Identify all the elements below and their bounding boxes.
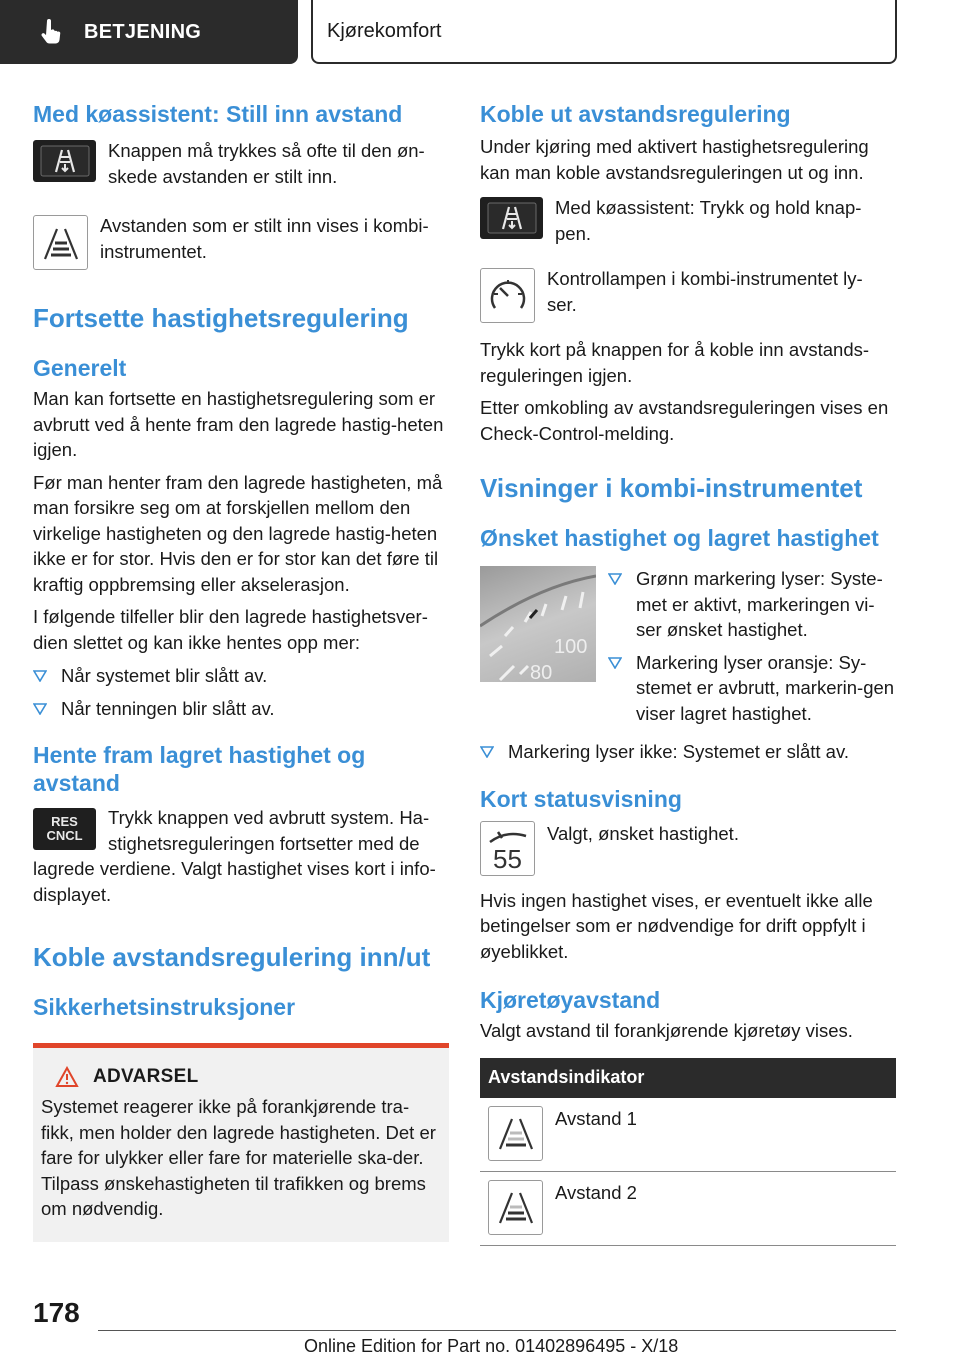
distance-button-icon: [480, 197, 543, 239]
text-etter: Etter omkobling av avstandsreguleringen vises en Check-Control-melding.: [480, 397, 889, 444]
list-item: [33, 663, 449, 689]
bullet-list-slettet: [33, 663, 449, 721]
left-column: [33, 100, 449, 1242]
heading-sikkerhet: Sikkerhetsinstruksjoner: [33, 994, 296, 1020]
warning-title: ADVARSEL: [93, 1066, 199, 1087]
warning-text: Systemet reagerer ikke på forankjørende tra-fikk, men holder den lagrede hastigheten. Det er fare for ulykker eller fare for materielle ska-der. Tilpass ønskehastigheten til trafikken og brems om nødvendig.: [41, 1096, 436, 1219]
distance-2-icon: [488, 1180, 543, 1235]
speed-arc-icon: [486, 828, 530, 844]
distance-display-row: [33, 213, 449, 270]
bullet-text: Når tenningen blir slått av.: [61, 697, 275, 719]
text-generelt-3: I følgende tilfeller blir den lagrede hastighetsver-dien slettet og kan ikke hentes opp mer:: [33, 606, 428, 653]
distance-1-icon: [488, 1106, 543, 1161]
gauge-label-100: 100: [554, 636, 588, 658]
right-column: [480, 100, 896, 1246]
text-generelt-2: Før man henter fram den lagrede hastigheten, må man forsikre seg om at forskjellen mellom den virkelige hastigheten og den lagrede hastig-heten ikke er for stor. Hvis den er for stor kan det føre til kraftig oppbremsing eller akselerasjon.: [33, 471, 443, 595]
edition-text: Online Edition for Part no. 01402896495 - X/18: [304, 1336, 679, 1356]
warning-box: [33, 1043, 449, 1242]
triangle-bullet-icon: [608, 657, 622, 669]
speedometer-lamp-icon: [480, 268, 535, 323]
text-valgt: Valgt, ønsket hastighet.: [547, 822, 739, 844]
text-kontrollampen: Kontrollampen i kombi-instrumentet ly-ser.: [547, 268, 863, 315]
text-hente-b: lagrede verdiene. Valgt hastighet vises kort i info-displayet.: [33, 858, 436, 905]
bullet-text: Markering lyser ikke: Systemet er slått av.: [508, 741, 849, 762]
heading-koble-inn-ut: Koble avstandsregulering inn/ut: [33, 942, 431, 972]
text-generelt-1: Man kan fortsette en hastighetsregulering som er avbrutt ved å hente fram den lagrede hastig-heten igjen.: [33, 388, 444, 460]
gauge-bullet-list: [608, 566, 896, 733]
indicator-lamp-row: [480, 266, 896, 323]
distance-2-label: Avstand 2: [555, 1181, 637, 1203]
list-item: [480, 739, 896, 765]
text-hvis: Hvis ingen hastighet vises, er eventuelt ikke alle betingelser som er nødvendige for drift oppfylt i øyeblikket.: [480, 889, 873, 962]
heading-onsket: Ønsket hastighet og lagret hastighet: [480, 525, 879, 551]
heading-hente-fram: Hente fram lagret hastighet og avstand: [33, 742, 366, 796]
chapter-title: Kjørekomfort: [327, 19, 442, 42]
section-tab[interactable]: [0, 0, 298, 64]
chapter-tab[interactable]: [311, 0, 897, 64]
table-header: Avstandsindikator: [480, 1058, 896, 1098]
table-row: [480, 1098, 896, 1172]
section-title: BETJENING: [84, 20, 202, 43]
res-button-row: [33, 805, 449, 856]
list-item: [608, 650, 896, 727]
text-trykk-hold: Med køassistent: Trykk og hold knap-pen.: [555, 197, 862, 244]
distance-indicator-table: [480, 1058, 896, 1246]
distance-button-icon: [33, 140, 96, 182]
heading-fortsette: Fortsette hastighetsregulering: [33, 303, 409, 333]
speed-status-icon: [480, 821, 535, 876]
hand-pointer-icon: [38, 19, 64, 45]
heading-koble-ut: Koble ut avstandsregulering: [480, 101, 791, 127]
res-label: RES: [51, 814, 78, 829]
triangle-bullet-icon: [33, 670, 47, 682]
text-trykk-kort: Trykk kort på knappen for å koble inn avstands-reguleringen igjen.: [480, 339, 870, 386]
triangle-bullet-icon: [33, 703, 47, 715]
list-item: [608, 566, 896, 643]
text-kjoretoyavstand: Valgt avstand til forankjørende kjøretøy vises.: [480, 1020, 853, 1041]
heading-kort-status: Kort statusvisning: [480, 785, 682, 812]
table-row: [480, 1171, 896, 1245]
heading-kjoretoyavstand: Kjøretøyavstand: [480, 987, 661, 1013]
text-knappen: Knappen må trykkes så ofte til den øn-skede avstanden er stilt inn.: [108, 140, 425, 187]
speedometer-gauge-image: [480, 566, 596, 682]
res-cncl-button-icon: [33, 808, 96, 850]
warning-triangle-icon: [55, 1066, 79, 1088]
bullet-list-ikke: [480, 739, 896, 765]
status-speed-value: 55: [493, 843, 522, 874]
cncl-label: CNCL: [46, 828, 83, 843]
text-avstanden-vises: Avstanden som er stilt inn vises i kombi-instrumentet.: [100, 215, 429, 262]
footer-divider: [98, 1330, 896, 1331]
status-display-row: [480, 821, 896, 876]
heading-still-inn-avstand: Med køassistent: Still inn avstand: [33, 101, 403, 127]
bullet-text: Når systemet blir slått av.: [61, 665, 268, 686]
distance-1-label: Avstand 1: [555, 1107, 637, 1129]
list-item: [33, 696, 449, 722]
heading-visninger: Visninger i kombi-instrumentet: [480, 473, 863, 503]
bullet-text: Markering lyser oransje: Sy-stemet er avbrutt, markerin-gen viser lagret hastighet.: [636, 651, 895, 724]
warning-title-row: [55, 1066, 439, 1088]
distance-display-icon: [33, 215, 88, 270]
hold-button-row: [480, 195, 896, 246]
bullet-text: Grønn markering lyser: Syste-met er aktivt, markeringen vi-ser ønsket hastighet.: [636, 568, 883, 640]
triangle-bullet-icon: [608, 573, 622, 585]
gauge-row: [480, 566, 896, 733]
text-koble-ut: Under kjøring med aktivert hastighetsregulering kan man koble avstandsreguleringen ut og inn.: [480, 136, 869, 183]
heading-generelt: Generelt: [33, 355, 127, 381]
gauge-label-80: 80: [530, 662, 553, 682]
page-number: 178: [33, 1297, 80, 1328]
distance-button-row: [33, 138, 449, 189]
text-hente-a: Trykk knappen ved avbrutt system. Ha-stighetsreguleringen fortsetter med de: [108, 807, 430, 854]
triangle-bullet-icon: [480, 746, 494, 758]
